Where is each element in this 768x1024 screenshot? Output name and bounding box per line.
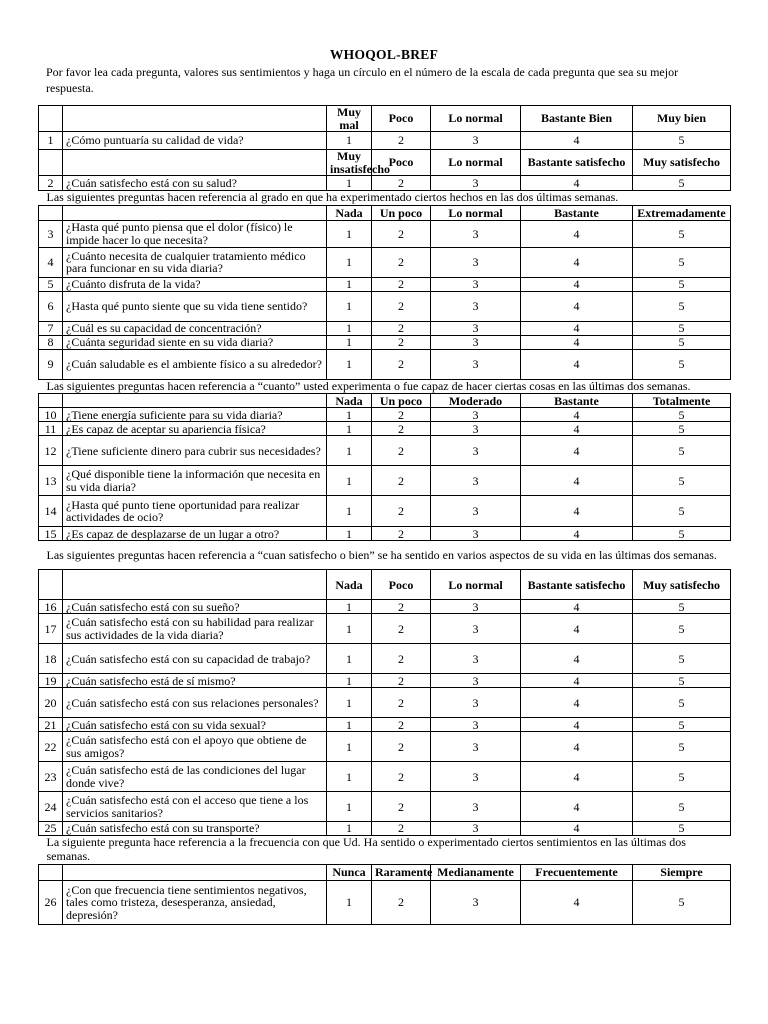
answer-option[interactable]: 3 <box>431 436 521 466</box>
scale-label: Bastante satisfecho <box>521 150 633 176</box>
question-row <box>39 880 731 924</box>
answer-option[interactable]: 5 <box>633 688 731 718</box>
answer-option[interactable]: 2 <box>372 132 431 150</box>
answer-option[interactable]: 3 <box>431 321 521 335</box>
question-number: 26 <box>39 880 63 924</box>
question-text: ¿Cuánta seguridad siente en su vida diaria? <box>63 335 327 349</box>
scale-label: Poco <box>372 150 431 176</box>
answer-option[interactable]: 2 <box>372 321 431 335</box>
question-row <box>39 600 731 614</box>
answer-option[interactable]: 3 <box>431 496 521 527</box>
answer-option[interactable]: 1 <box>327 822 372 836</box>
answer-option[interactable]: 3 <box>431 220 521 247</box>
question-number: 9 <box>39 349 63 379</box>
answer-option[interactable]: 1 <box>327 718 372 732</box>
answer-option[interactable]: 5 <box>633 277 731 291</box>
question-text: ¿Tiene suficiente dinero para cubrir sus necesidades? <box>63 436 327 466</box>
answer-option[interactable]: 3 <box>431 822 521 836</box>
scale-label: Bastante <box>521 205 633 220</box>
blank-cell <box>63 150 327 176</box>
question-text: ¿Cuán satisfecho está de las condiciones del lugar donde vive? <box>63 762 327 792</box>
answer-option[interactable]: 5 <box>633 614 731 644</box>
answer-option[interactable]: 2 <box>372 496 431 527</box>
answer-option[interactable]: 3 <box>431 674 521 688</box>
question-row <box>39 321 731 335</box>
question-row <box>39 176 731 191</box>
blank-cell <box>39 864 63 880</box>
question-number: 1 <box>39 132 63 150</box>
instructions: Por favor lea cada pregunta, valores sus sentimientos y haga un círculo en el número de la escala de cada pregunta que sea su mejor respuesta. <box>46 65 679 95</box>
answer-option[interactable]: 4 <box>521 600 633 614</box>
scale-label: Un poco <box>372 205 431 220</box>
answer-option[interactable]: 1 <box>327 408 372 422</box>
question-number: 17 <box>39 614 63 644</box>
blank-cell <box>39 394 63 408</box>
blank-cell <box>63 394 327 408</box>
section-instruction-row <box>39 379 731 394</box>
question-text: ¿Cuán satisfecho está con su habilidad para realizar sus actividades de la vida diaria? <box>63 614 327 644</box>
question-text: ¿Cuán satisfecho está con su vida sexual? <box>63 718 327 732</box>
answer-option[interactable]: 4 <box>521 718 633 732</box>
answer-option[interactable]: 4 <box>521 880 633 924</box>
question-text: ¿Cuán satisfecho está con el apoyo que obtiene de sus amigos? <box>63 732 327 762</box>
blank-cell <box>63 570 327 600</box>
scale-label: Medianamente <box>431 864 521 880</box>
scale-label: Nada <box>327 205 372 220</box>
answer-option[interactable]: 2 <box>372 277 431 291</box>
answer-option[interactable]: 4 <box>521 614 633 644</box>
question-number: 16 <box>39 600 63 614</box>
blank-cell <box>39 570 63 600</box>
scale-label: Extremadamente <box>633 205 731 220</box>
answer-option[interactable]: 3 <box>431 644 521 674</box>
answer-option[interactable]: 1 <box>327 600 372 614</box>
answer-option[interactable]: 2 <box>372 718 431 732</box>
answer-option[interactable]: 1 <box>327 792 372 822</box>
scale-label: Lo normal <box>431 150 521 176</box>
answer-option[interactable]: 1 <box>327 644 372 674</box>
question-number: 19 <box>39 674 63 688</box>
answer-option[interactable]: 4 <box>521 176 633 191</box>
question-row <box>39 408 731 422</box>
answer-option[interactable]: 5 <box>633 321 731 335</box>
scale-header-row <box>39 394 731 408</box>
question-text: ¿Hasta qué punto siente que su vida tiene sentido? <box>63 291 327 321</box>
question-text: ¿Cuál es su capacidad de concentración? <box>63 321 327 335</box>
section-instruction-row <box>39 835 731 864</box>
blank-cell <box>63 205 327 220</box>
answer-option[interactable]: 4 <box>521 247 633 277</box>
answer-option[interactable]: 1 <box>327 496 372 527</box>
blank-cell <box>63 106 327 132</box>
answer-option[interactable]: 4 <box>521 436 633 466</box>
answer-option[interactable]: 5 <box>633 718 731 732</box>
question-number: 4 <box>39 247 63 277</box>
answer-option[interactable]: 5 <box>633 880 731 924</box>
answer-option[interactable]: 4 <box>521 349 633 379</box>
answer-option[interactable]: 2 <box>372 408 431 422</box>
question-row <box>39 732 731 762</box>
answer-option[interactable]: 4 <box>521 335 633 349</box>
answer-option[interactable]: 4 <box>521 792 633 822</box>
answer-option[interactable]: 1 <box>327 422 372 436</box>
answer-option[interactable]: 1 <box>327 349 372 379</box>
answer-option[interactable]: 4 <box>521 466 633 496</box>
answer-option[interactable]: 1 <box>327 220 372 247</box>
answer-option[interactable]: 5 <box>633 644 731 674</box>
answer-option[interactable]: 4 <box>521 408 633 422</box>
answer-option[interactable]: 1 <box>327 436 372 466</box>
question-text: ¿Cuán satisfecho está con su salud? <box>63 176 327 191</box>
answer-option[interactable]: 3 <box>431 176 521 191</box>
question-row <box>39 674 731 688</box>
question-row <box>39 688 731 718</box>
answer-option[interactable]: 1 <box>327 176 372 191</box>
scale-label: Muy insatisfecho <box>327 150 372 176</box>
scale-label: Siempre <box>633 864 731 880</box>
answer-option[interactable]: 5 <box>633 220 731 247</box>
question-number: 8 <box>39 335 63 349</box>
question-number: 3 <box>39 220 63 247</box>
scale-header-row <box>39 205 731 220</box>
answer-option[interactable]: 2 <box>372 436 431 466</box>
question-row <box>39 822 731 836</box>
answer-option[interactable]: 2 <box>372 880 431 924</box>
question-text: ¿Cuán satisfecho está con el acceso que tiene a los servicios sanitarios? <box>63 792 327 822</box>
answer-option[interactable]: 2 <box>372 291 431 321</box>
scale-label: Muy satisfecho <box>633 570 731 600</box>
question-row <box>39 335 731 349</box>
answer-option[interactable]: 1 <box>327 614 372 644</box>
answer-option[interactable]: 3 <box>431 762 521 792</box>
question-number: 22 <box>39 732 63 762</box>
answer-option[interactable]: 2 <box>372 220 431 247</box>
answer-option[interactable]: 4 <box>521 220 633 247</box>
question-text: ¿Cuán saludable es el ambiente físico a su alrededor? <box>63 349 327 379</box>
question-number: 21 <box>39 718 63 732</box>
answer-option[interactable]: 1 <box>327 688 372 718</box>
question-text: ¿Con que frecuencia tiene sentimientos negativos, tales como tristeza, desesperanza, ansiedad, depresión? <box>63 880 327 924</box>
question-row <box>39 132 731 150</box>
answer-option[interactable]: 1 <box>327 527 372 541</box>
question-number: 12 <box>39 436 63 466</box>
answer-option[interactable]: 3 <box>431 349 521 379</box>
question-number: 25 <box>39 822 63 836</box>
answer-option[interactable]: 5 <box>633 176 731 191</box>
section-instruction-row <box>39 191 731 206</box>
question-text: ¿Cuán satisfecho está de sí mismo? <box>63 674 327 688</box>
question-number: 11 <box>39 422 63 436</box>
answer-option[interactable]: 2 <box>372 527 431 541</box>
answer-option[interactable]: 5 <box>633 422 731 436</box>
scale-label: Muy satisfecho <box>633 150 731 176</box>
answer-option[interactable]: 5 <box>633 496 731 527</box>
blank-cell <box>39 205 63 220</box>
scale-label: Moderado <box>431 394 521 408</box>
question-number: 18 <box>39 644 63 674</box>
scale-header-row <box>39 570 731 600</box>
answer-option[interactable]: 4 <box>521 762 633 792</box>
answer-option[interactable]: 3 <box>431 732 521 762</box>
question-row <box>39 496 731 527</box>
question-row <box>39 291 731 321</box>
answer-option[interactable]: 5 <box>633 674 731 688</box>
question-text: ¿Hasta qué punto piensa que el dolor (físico) le impide hacer lo que necesita? <box>63 220 327 247</box>
answer-option[interactable]: 4 <box>521 674 633 688</box>
answer-option[interactable]: 4 <box>521 732 633 762</box>
scale-label: Lo normal <box>431 205 521 220</box>
scale-label: Muy bien <box>633 106 731 132</box>
question-number: 24 <box>39 792 63 822</box>
answer-option[interactable]: 3 <box>431 688 521 718</box>
section-instruction-row <box>39 541 731 570</box>
document-title: WHOQOL-BREF <box>329 47 439 62</box>
answer-option[interactable]: 2 <box>372 422 431 436</box>
answer-option[interactable]: 4 <box>521 291 633 321</box>
answer-option[interactable]: 1 <box>327 247 372 277</box>
answer-option[interactable]: 4 <box>521 688 633 718</box>
scale-label: Un poco <box>372 394 431 408</box>
answer-option[interactable]: 3 <box>431 335 521 349</box>
answer-option[interactable]: 1 <box>327 674 372 688</box>
answer-option[interactable]: 1 <box>327 762 372 792</box>
question-text: ¿Tiene energía suficiente para su vida diaria? <box>63 408 327 422</box>
answer-option[interactable]: 4 <box>521 422 633 436</box>
scale-label: Poco <box>372 570 431 600</box>
answer-option[interactable]: 5 <box>633 822 731 836</box>
answer-option[interactable]: 5 <box>633 466 731 496</box>
scale-header-row <box>39 150 731 176</box>
question-text: ¿Cuánto necesita de cualquier tratamiento médico para funcionar en su vida diaria? <box>63 247 327 277</box>
scale-label: Nada <box>327 394 372 408</box>
answer-option[interactable]: 2 <box>372 732 431 762</box>
question-text: ¿Cuán satisfecho está con su sueño? <box>63 600 327 614</box>
answer-option[interactable]: 5 <box>633 762 731 792</box>
question-number: 7 <box>39 321 63 335</box>
question-text: ¿Cómo puntuaría su calidad de vida? <box>63 132 327 150</box>
answer-option[interactable]: 2 <box>372 688 431 718</box>
section-instruction: La siguiente pregunta hace referencia a la frecuencia con que Ud. Ha sentido o experimentado ciertos sentimientos en las últimas dos semanas. <box>39 835 731 864</box>
answer-option[interactable]: 5 <box>633 792 731 822</box>
scale-label: Muy mal <box>327 106 372 132</box>
question-row <box>39 466 731 496</box>
scale-label: Poco <box>372 106 431 132</box>
answer-option[interactable]: 1 <box>327 466 372 496</box>
answer-option[interactable]: 3 <box>431 527 521 541</box>
answer-option[interactable]: 3 <box>431 880 521 924</box>
answer-option[interactable]: 3 <box>431 466 521 496</box>
answer-option[interactable]: 5 <box>633 349 731 379</box>
scale-header-row <box>39 106 731 132</box>
answer-option[interactable]: 2 <box>372 600 431 614</box>
answer-option[interactable]: 4 <box>521 132 633 150</box>
question-text: ¿Es capaz de aceptar su apariencia física? <box>63 422 327 436</box>
answer-option[interactable]: 2 <box>372 247 431 277</box>
question-row <box>39 436 731 466</box>
answer-option[interactable]: 5 <box>633 527 731 541</box>
answer-option[interactable]: 1 <box>327 335 372 349</box>
question-row <box>39 422 731 436</box>
question-row <box>39 527 731 541</box>
scale-label: Frecuentemente <box>521 864 633 880</box>
section-instruction: Las siguientes preguntas hacen referencia al grado en que ha experimentado ciertos hechos en las dos últimas semanas. <box>39 191 731 206</box>
question-number: 15 <box>39 527 63 541</box>
answer-option[interactable]: 2 <box>372 614 431 644</box>
scale-label: Bastante <box>521 394 633 408</box>
answer-option[interactable]: 3 <box>431 277 521 291</box>
question-text: ¿Cuán satisfecho está con su capacidad de trabajo? <box>63 644 327 674</box>
blank-cell <box>39 150 63 176</box>
answer-option[interactable]: 4 <box>521 321 633 335</box>
answer-option[interactable]: 2 <box>372 176 431 191</box>
scale-label: Lo normal <box>431 106 521 132</box>
scale-label: Totalmente <box>633 394 731 408</box>
question-row <box>39 614 731 644</box>
question-row <box>39 644 731 674</box>
question-row <box>39 220 731 247</box>
scale-header-row <box>39 864 731 880</box>
answer-option[interactable]: 4 <box>521 822 633 836</box>
answer-option[interactable]: 1 <box>327 732 372 762</box>
question-number: 5 <box>39 277 63 291</box>
answer-option[interactable]: 2 <box>372 644 431 674</box>
question-text: ¿Cuán satisfecho está con sus relaciones personales? <box>63 688 327 718</box>
question-row <box>39 247 731 277</box>
answer-option[interactable]: 4 <box>521 527 633 541</box>
answer-option[interactable]: 5 <box>633 247 731 277</box>
question-text: ¿Hasta qué punto tiene oportunidad para realizar actividades de ocio? <box>63 496 327 527</box>
answer-option[interactable]: 3 <box>431 718 521 732</box>
question-number: 14 <box>39 496 63 527</box>
answer-option[interactable]: 3 <box>431 422 521 436</box>
answer-option[interactable]: 3 <box>431 600 521 614</box>
answer-option[interactable]: 4 <box>521 644 633 674</box>
question-number: 13 <box>39 466 63 496</box>
answer-option[interactable]: 2 <box>372 335 431 349</box>
answer-option[interactable]: 1 <box>327 132 372 150</box>
answer-option[interactable]: 3 <box>431 291 521 321</box>
answer-option[interactable]: 2 <box>372 762 431 792</box>
answer-option[interactable]: 5 <box>633 291 731 321</box>
answer-option[interactable]: 3 <box>431 132 521 150</box>
question-text: ¿Cuánto disfruta de la vida? <box>63 277 327 291</box>
answer-option[interactable]: 5 <box>633 732 731 762</box>
answer-option[interactable]: 2 <box>372 674 431 688</box>
scale-label: Raramente <box>372 864 431 880</box>
answer-option[interactable]: 3 <box>431 792 521 822</box>
questionnaire-table <box>38 105 731 925</box>
answer-option[interactable]: 5 <box>633 436 731 466</box>
scale-label: Lo normal <box>431 570 521 600</box>
answer-option[interactable]: 3 <box>431 614 521 644</box>
answer-option[interactable]: 1 <box>327 277 372 291</box>
question-row <box>39 792 731 822</box>
answer-option[interactable]: 3 <box>431 408 521 422</box>
blank-cell <box>63 864 327 880</box>
answer-option[interactable]: 2 <box>372 466 431 496</box>
answer-option[interactable]: 5 <box>633 600 731 614</box>
question-row <box>39 762 731 792</box>
answer-option[interactable]: 5 <box>633 132 731 150</box>
question-row <box>39 349 731 379</box>
blank-cell <box>39 106 63 132</box>
scale-label: Bastante satisfecho <box>521 570 633 600</box>
answer-option[interactable]: 5 <box>633 408 731 422</box>
question-number: 6 <box>39 291 63 321</box>
question-row <box>39 277 731 291</box>
question-text: ¿Cuán satisfecho está con su transporte? <box>63 822 327 836</box>
answer-option[interactable]: 2 <box>372 792 431 822</box>
answer-option[interactable]: 3 <box>431 247 521 277</box>
question-number: 23 <box>39 762 63 792</box>
answer-option[interactable]: 4 <box>521 277 633 291</box>
scale-label: Bastante Bien <box>521 106 633 132</box>
section-instruction: Las siguientes preguntas hacen referencia a “cuan satisfecho o bien” se ha sentido en varios aspectos de su vida en las últimas dos semanas. <box>39 541 731 570</box>
answer-option[interactable]: 2 <box>372 349 431 379</box>
answer-option[interactable]: 1 <box>327 291 372 321</box>
answer-option[interactable]: 1 <box>327 321 372 335</box>
question-text: ¿Es capaz de desplazarse de un lugar a otro? <box>63 527 327 541</box>
question-text: ¿Qué disponible tiene la información que necesita en su vida diaria? <box>63 466 327 496</box>
section-instruction: Las siguientes preguntas hacen referencia a “cuanto” usted experimenta o fue capaz de hacer ciertas cosas en las últimas dos semanas. <box>39 379 731 394</box>
answer-option[interactable]: 2 <box>372 822 431 836</box>
question-row <box>39 718 731 732</box>
answer-option[interactable]: 1 <box>327 880 372 924</box>
answer-option[interactable]: 4 <box>521 496 633 527</box>
question-number: 2 <box>39 176 63 191</box>
question-number: 10 <box>39 408 63 422</box>
scale-label: Nunca <box>327 864 372 880</box>
question-number: 20 <box>39 688 63 718</box>
scale-label: Nada <box>327 570 372 600</box>
answer-option[interactable]: 5 <box>633 335 731 349</box>
